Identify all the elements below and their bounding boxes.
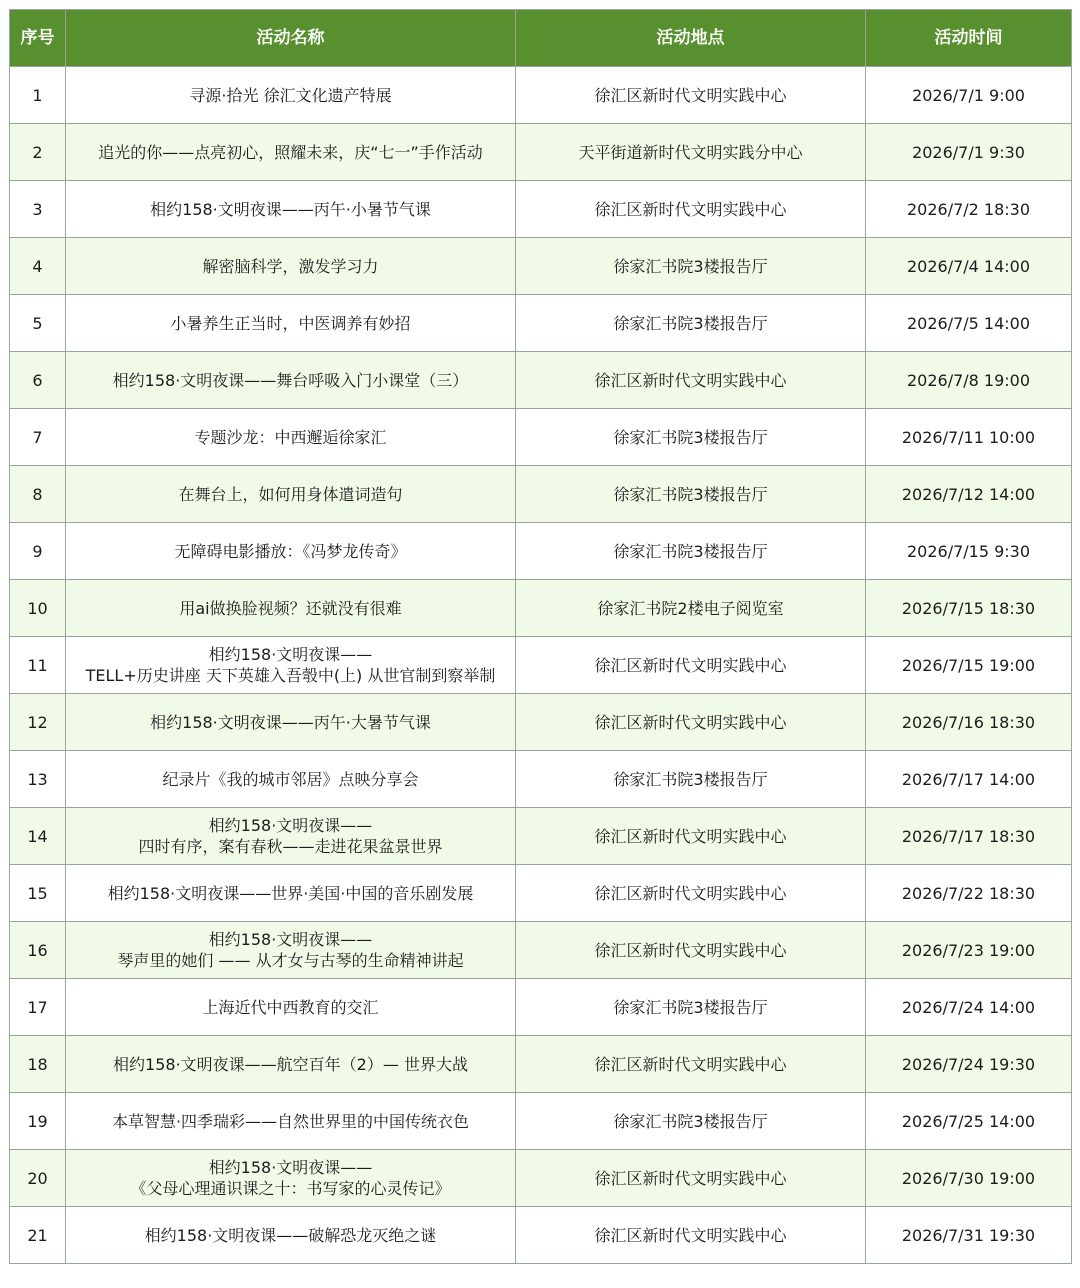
cell-location: 天平街道新时代文明实践分中心	[516, 124, 866, 181]
cell-activity-name	[66, 865, 516, 922]
cell-time: 2026/7/24 19:30	[866, 1036, 1072, 1093]
table-row	[10, 67, 1072, 124]
table-row	[10, 580, 1072, 637]
table-row	[10, 124, 1072, 181]
cell-time: 2026/7/22 18:30	[866, 865, 1072, 922]
table-row	[10, 808, 1072, 865]
table-row	[10, 1207, 1072, 1264]
header-name: 活动名称	[66, 10, 516, 67]
header-row	[10, 10, 1072, 67]
header-time: 活动时间	[866, 10, 1072, 67]
activity-name-line: 相约158·文明夜课——世界·美国·中国的音乐剧发展	[107, 883, 474, 903]
cell-time: 2026/7/23 19:00	[866, 922, 1072, 979]
cell-activity-name	[66, 295, 516, 352]
cell-time: 2026/7/1 9:00	[866, 67, 1072, 124]
cell-activity-name	[66, 979, 516, 1036]
cell-location: 徐家汇书院3楼报告厅	[516, 979, 866, 1036]
cell-no: 21	[10, 1207, 66, 1264]
header-no: 序号	[10, 10, 66, 67]
table-row	[10, 637, 1072, 694]
table-row	[10, 1093, 1072, 1150]
activity-name-line: 相约158·文明夜课——	[208, 645, 373, 664]
activity-name-line: 相约158·文明夜课——破解恐龙灭绝之谜	[144, 1225, 437, 1245]
cell-time: 2026/7/16 18:30	[866, 694, 1072, 751]
cell-time: 2026/7/30 19:00	[866, 1150, 1072, 1207]
cell-no: 2	[10, 124, 66, 181]
activity-name-line: 相约158·文明夜课——舞台呼吸入门小课堂（三）	[112, 370, 469, 390]
table-row	[10, 409, 1072, 466]
table-row	[10, 694, 1072, 751]
table-row	[10, 295, 1072, 352]
cell-location: 徐家汇书院3楼报告厅	[516, 1093, 866, 1150]
activity-name-line: 小暑养生正当时，中医调养有妙招	[170, 313, 411, 333]
cell-no: 16	[10, 922, 66, 979]
cell-activity-name	[66, 67, 516, 124]
activity-name-line: 追光的你——点亮初心，照耀未来，庆“七一”手作活动	[98, 142, 483, 162]
cell-location: 徐家汇书院3楼报告厅	[516, 466, 866, 523]
cell-time: 2026/7/8 19:00	[866, 352, 1072, 409]
cell-no: 17	[10, 979, 66, 1036]
activity-name-line: 琴声里的她们 —— 从才女与古琴的生命精神讲起	[117, 951, 464, 970]
cell-activity-name	[66, 751, 516, 808]
cell-time: 2026/7/17 14:00	[866, 751, 1072, 808]
activity-name-line: 《父母心理通识课之十：书写家的心灵传记》	[130, 1179, 451, 1198]
activity-name-line: TELL+历史讲座 天下英雄入吾彀中(上) 从世官制到察举制	[85, 666, 496, 685]
activity-name-line: 专题沙龙：中西邂逅徐家汇	[194, 427, 387, 447]
cell-no: 5	[10, 295, 66, 352]
table-row	[10, 181, 1072, 238]
activity-name-line: 无障碍电影播放：《冯梦龙传奇》	[174, 541, 407, 561]
table-row	[10, 979, 1072, 1036]
cell-activity-name	[66, 409, 516, 466]
cell-activity-name	[66, 637, 516, 694]
activity-schedule-table	[9, 9, 1072, 1264]
cell-activity-name	[66, 1207, 516, 1264]
cell-location: 徐汇区新时代文明实践中心	[516, 922, 866, 979]
cell-activity-name	[66, 808, 516, 865]
cell-location: 徐家汇书院2楼电子阅览室	[516, 580, 866, 637]
cell-no: 11	[10, 637, 66, 694]
cell-time: 2026/7/15 18:30	[866, 580, 1072, 637]
table-row	[10, 751, 1072, 808]
cell-location: 徐汇区新时代文明实践中心	[516, 865, 866, 922]
activity-name-line: 解密脑科学，激发学习力	[202, 256, 379, 276]
cell-no: 8	[10, 466, 66, 523]
table-row	[10, 466, 1072, 523]
cell-time: 2026/7/25 14:00	[866, 1093, 1072, 1150]
cell-location: 徐家汇书院3楼报告厅	[516, 409, 866, 466]
cell-no: 6	[10, 352, 66, 409]
table-header	[10, 10, 1072, 67]
cell-time: 2026/7/15 9:30	[866, 523, 1072, 580]
header-location: 活动地点	[516, 10, 866, 67]
cell-no: 3	[10, 181, 66, 238]
cell-time: 2026/7/15 19:00	[866, 637, 1072, 694]
cell-time: 2026/7/12 14:00	[866, 466, 1072, 523]
activity-name-line: 在舞台上，如何用身体遣词造句	[178, 484, 403, 504]
cell-time: 2026/7/2 18:30	[866, 181, 1072, 238]
cell-time: 2026/7/1 9:30	[866, 124, 1072, 181]
activity-name-line: 寻源·拾光 徐汇文化遗产特展	[189, 85, 392, 105]
activity-name-line: 四时有序，案有春秋——走进花果盆景世界	[138, 837, 443, 856]
activity-name-line: 用ai做换脸视频？还就没有很难	[179, 598, 402, 618]
cell-time: 2026/7/24 14:00	[866, 979, 1072, 1036]
cell-time: 2026/7/5 14:00	[866, 295, 1072, 352]
table-row	[10, 865, 1072, 922]
cell-location: 徐汇区新时代文明实践中心	[516, 1036, 866, 1093]
cell-activity-name	[66, 238, 516, 295]
cell-no: 7	[10, 409, 66, 466]
cell-no: 4	[10, 238, 66, 295]
cell-no: 12	[10, 694, 66, 751]
cell-activity-name	[66, 523, 516, 580]
cell-time: 2026/7/11 10:00	[866, 409, 1072, 466]
cell-no: 9	[10, 523, 66, 580]
cell-location: 徐汇区新时代文明实践中心	[516, 67, 866, 124]
cell-location: 徐家汇书院3楼报告厅	[516, 523, 866, 580]
table-row	[10, 1036, 1072, 1093]
cell-time: 2026/7/31 19:30	[866, 1207, 1072, 1264]
cell-activity-name	[66, 694, 516, 751]
cell-no: 10	[10, 580, 66, 637]
cell-no: 20	[10, 1150, 66, 1207]
cell-location: 徐家汇书院3楼报告厅	[516, 751, 866, 808]
activity-name-line: 本草智慧·四季瑞彩——自然世界里的中国传统衣色	[111, 1111, 470, 1131]
cell-location: 徐汇区新时代文明实践中心	[516, 694, 866, 751]
activity-name-line: 相约158·文明夜课——	[208, 1158, 373, 1177]
cell-time: 2026/7/17 18:30	[866, 808, 1072, 865]
cell-time: 2026/7/4 14:00	[866, 238, 1072, 295]
cell-activity-name	[66, 1150, 516, 1207]
cell-no: 15	[10, 865, 66, 922]
table-row	[10, 523, 1072, 580]
cell-activity-name	[66, 466, 516, 523]
cell-activity-name	[66, 1036, 516, 1093]
cell-activity-name	[66, 922, 516, 979]
cell-activity-name	[66, 124, 516, 181]
cell-activity-name	[66, 181, 516, 238]
cell-no: 1	[10, 67, 66, 124]
cell-location: 徐汇区新时代文明实践中心	[516, 181, 866, 238]
activity-name-line: 相约158·文明夜课——丙午·大暑节气课	[150, 712, 431, 732]
table-row	[10, 922, 1072, 979]
activity-name-line: 相约158·文明夜课——航空百年（2）— 世界大战	[113, 1054, 468, 1074]
cell-location: 徐汇区新时代文明实践中心	[516, 637, 866, 694]
table-body	[10, 67, 1072, 1264]
table-row	[10, 352, 1072, 409]
cell-activity-name	[66, 352, 516, 409]
table-row	[10, 1150, 1072, 1207]
cell-location: 徐家汇书院3楼报告厅	[516, 295, 866, 352]
activity-name-line: 纪录片《我的城市邻居》点映分享会	[162, 769, 419, 789]
table-row	[10, 238, 1072, 295]
cell-location: 徐家汇书院3楼报告厅	[516, 238, 866, 295]
cell-location: 徐汇区新时代文明实践中心	[516, 1207, 866, 1264]
cell-location: 徐汇区新时代文明实践中心	[516, 352, 866, 409]
cell-no: 19	[10, 1093, 66, 1150]
activity-name-line: 相约158·文明夜课——	[208, 930, 373, 949]
cell-activity-name	[66, 1093, 516, 1150]
activity-name-line: 上海近代中西教育的交汇	[202, 997, 379, 1017]
cell-no: 18	[10, 1036, 66, 1093]
cell-no: 13	[10, 751, 66, 808]
activity-name-line: 相约158·文明夜课——	[208, 816, 373, 835]
activity-name-line: 相约158·文明夜课——丙午·小暑节气课	[150, 199, 431, 219]
cell-activity-name	[66, 580, 516, 637]
cell-location: 徐汇区新时代文明实践中心	[516, 1150, 866, 1207]
cell-location: 徐汇区新时代文明实践中心	[516, 808, 866, 865]
cell-no: 14	[10, 808, 66, 865]
